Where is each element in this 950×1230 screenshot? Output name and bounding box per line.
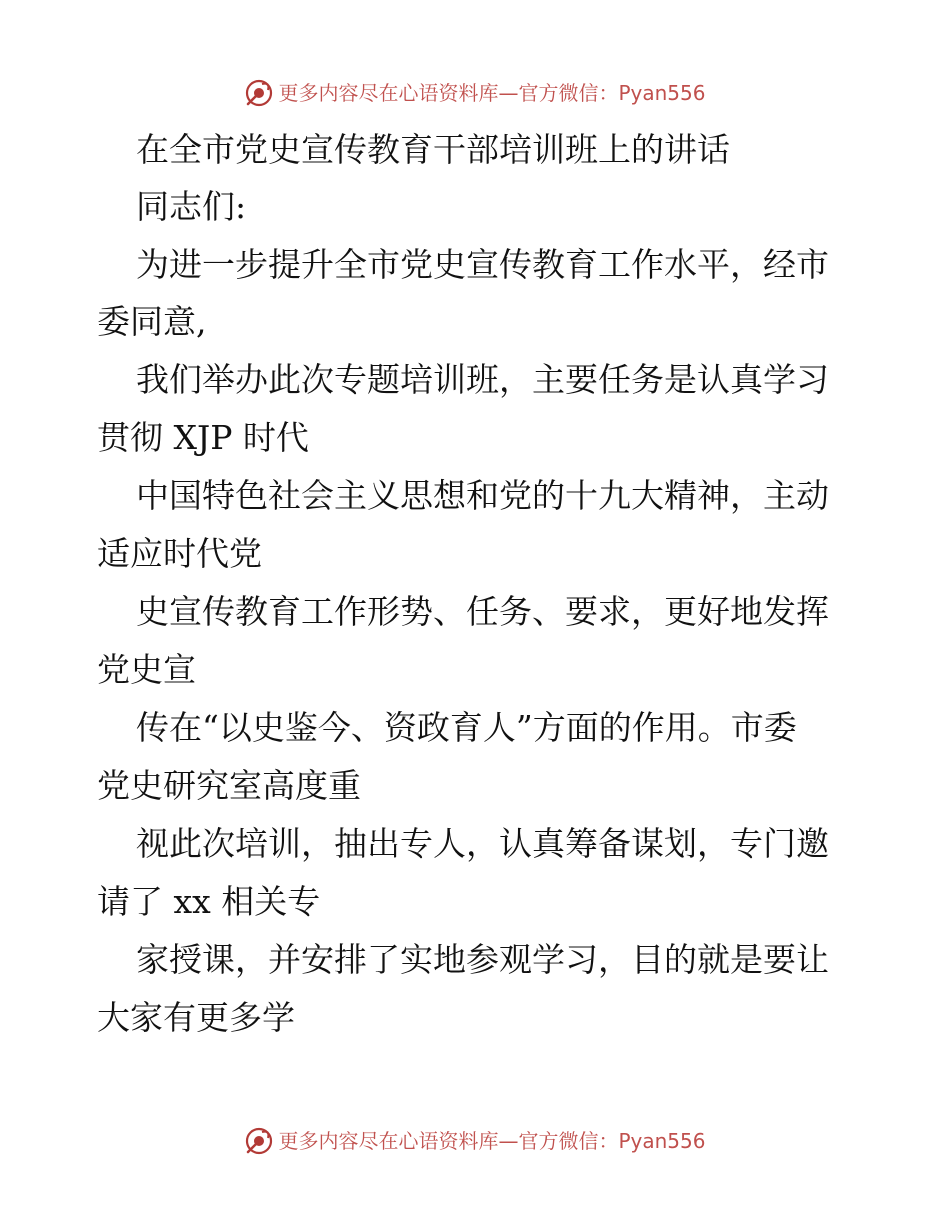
body-line: 委同意,	[97, 302, 207, 341]
footer-watermark-text: 更多内容尽在心语资料库—官方微信：Pyan556	[278, 1129, 706, 1153]
body-line: 大家有更多学	[97, 998, 295, 1037]
body-line: 史宣传教育工作形势、任务、要求，更好地发挥	[136, 592, 829, 631]
body-line: 我们举办此次专题培训班，主要任务是认真学习	[136, 360, 829, 399]
brush-logo-icon	[244, 1126, 274, 1156]
header-watermark-banner	[0, 78, 950, 108]
body-line: 传在“以史鉴今、资政育人”方面的作用。市委	[136, 708, 797, 747]
body-line: 视此次培训，抽出专人，认真筹备谋划，专门邀	[136, 824, 829, 863]
body-line: 党史宣	[97, 650, 196, 689]
brush-logo-icon	[244, 78, 274, 108]
footer-watermark-banner	[0, 1126, 950, 1156]
body-line: 适应时代党	[97, 534, 262, 573]
body-line: 家授课，并安排了实地参观学习，目的就是要让	[136, 940, 829, 979]
body-line: 请了 xx 相关专	[97, 882, 321, 921]
speech-title: 在全市党史宣传教育干部培训班上的讲话	[136, 130, 730, 169]
header-watermark-text: 更多内容尽在心语资料库—官方微信：Pyan556	[278, 81, 706, 105]
body-line: 贯彻 XJP 时代	[97, 418, 309, 457]
body-line: 中国特色社会主义思想和党的十九大精神，主动	[136, 476, 829, 515]
speech-salutation: 同志们:	[136, 187, 247, 226]
body-line: 为进一步提升全市党史宣传教育工作水平，经市	[136, 245, 829, 284]
body-line: 党史研究室高度重	[97, 766, 361, 805]
